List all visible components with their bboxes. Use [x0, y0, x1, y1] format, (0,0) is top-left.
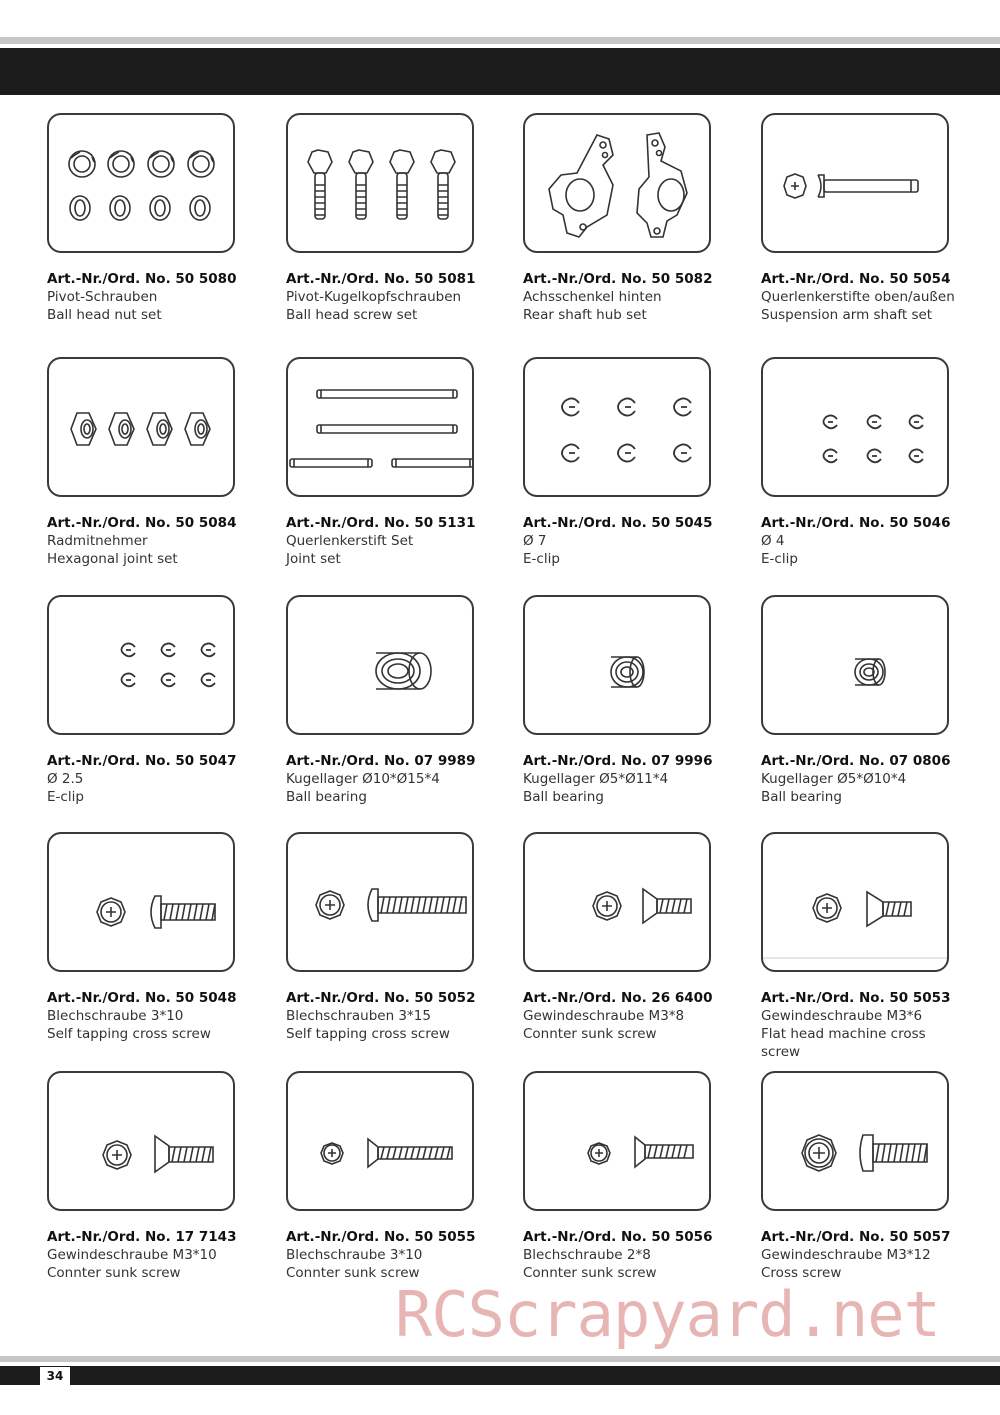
german-name: Ø 2.5	[47, 771, 84, 787]
english-name: E-clip	[47, 789, 84, 805]
english-name: Rear shaft hub set	[523, 307, 647, 323]
cross-screw-icon	[763, 1073, 949, 1211]
german-name: Gewindeschraube M3*8	[523, 1008, 685, 1024]
part-image-box	[523, 595, 711, 735]
countersunk-screw-icon	[525, 834, 711, 972]
english-name: Ball head screw set	[286, 307, 418, 323]
part-image-box	[761, 832, 949, 972]
english-name: E-clip	[761, 551, 798, 567]
english-name: Connter sunk screw	[47, 1265, 181, 1281]
article-number: Art.-Nr./Ord. No. 50 5048	[47, 990, 237, 1006]
part-image-box	[47, 1071, 235, 1211]
countersunk-screw-icon	[763, 834, 949, 972]
article-number: Art.-Nr./Ord. No. 07 0806	[761, 753, 951, 769]
english-name: Connter sunk screw	[523, 1026, 657, 1042]
top-rule	[0, 37, 1000, 44]
part-card	[286, 1071, 506, 1282]
german-name: Blechschraube 3*10	[47, 1008, 184, 1024]
article-number: Art.-Nr./Ord. No. 50 5046	[761, 515, 951, 531]
german-name: Blechschrauben 3*15	[286, 1008, 431, 1024]
part-card	[47, 595, 267, 806]
part-image-box	[47, 595, 235, 735]
e-clip-icon	[763, 359, 949, 497]
english-name: Self tapping cross screw	[47, 1026, 211, 1042]
english-name: Ball bearing	[286, 789, 367, 805]
german-name: Kugellager Ø5*Ø11*4	[523, 771, 669, 787]
german-name: Blechschraube 2*8	[523, 1247, 651, 1263]
countersunk-screw-icon	[49, 1073, 235, 1211]
e-clip-icon	[49, 597, 235, 735]
part-card	[523, 832, 743, 1043]
part-card	[286, 832, 506, 1043]
article-number: Art.-Nr./Ord. No. 07 9989	[286, 753, 476, 769]
german-name: Pivot-Kugelkopfschrauben	[286, 289, 462, 305]
ball-bearing-icon	[763, 597, 949, 735]
german-name: Ø 4	[761, 533, 785, 549]
english-name: Joint set	[286, 551, 341, 567]
article-number: Art.-Nr./Ord. No. 50 5081	[286, 271, 476, 287]
part-image-box	[286, 832, 474, 972]
english-name: Ball bearing	[523, 789, 604, 805]
article-number: Art.-Nr./Ord. No. 50 5082	[523, 271, 713, 287]
countersunk-screw-icon	[288, 1073, 474, 1211]
part-image-box	[761, 357, 949, 497]
e-clip-icon	[525, 359, 711, 497]
article-number: Art.-Nr./Ord. No. 50 5052	[286, 990, 476, 1006]
part-card	[47, 1071, 267, 1282]
article-number: Art.-Nr./Ord. No. 50 5054	[761, 271, 951, 287]
part-card	[523, 357, 743, 568]
part-image-box	[523, 357, 711, 497]
article-number: Art.-Nr./Ord. No. 50 5131	[286, 515, 476, 531]
german-name: Gewindeschraube M3*10	[47, 1247, 217, 1263]
part-image-box	[523, 113, 711, 253]
part-card	[523, 1071, 743, 1282]
english-name: Connter sunk screw	[523, 1265, 657, 1281]
german-name: Blechschraube 3*10	[286, 1247, 423, 1263]
german-name: Achsschenkel hinten	[523, 289, 662, 305]
german-name: Querlenkerstifte oben/außen	[761, 289, 955, 305]
part-image-box	[523, 832, 711, 972]
part-card	[761, 357, 981, 568]
part-image-box	[761, 113, 949, 253]
part-image-box	[761, 595, 949, 735]
english-name: Flat head machine cross screw	[761, 1026, 926, 1060]
article-number: Art.-Nr./Ord. No. 50 5045	[523, 515, 713, 531]
article-number: Art.-Nr./Ord. No. 50 5047	[47, 753, 237, 769]
article-number: Art.-Nr./Ord. No. 50 5056	[523, 1229, 713, 1245]
german-name: Radmitnehmer	[47, 533, 148, 549]
rear-hub-icon	[525, 115, 711, 253]
part-image-box	[47, 113, 235, 253]
article-number: Art.-Nr./Ord. No. 50 5084	[47, 515, 237, 531]
bottom-rule	[0, 1356, 1000, 1362]
watermark-text: RCScrapyard.net	[395, 1278, 940, 1351]
article-number: Art.-Nr./Ord. No. 07 9996	[523, 753, 713, 769]
english-name: Connter sunk screw	[286, 1265, 420, 1281]
part-image-box	[761, 1071, 949, 1211]
english-name: E-clip	[523, 551, 560, 567]
joint-pin-icon	[288, 359, 474, 497]
part-card	[761, 595, 981, 806]
part-card	[47, 357, 267, 568]
article-number: Art.-Nr./Ord. No. 50 5080	[47, 271, 237, 287]
part-card	[47, 113, 267, 324]
part-card	[761, 1071, 981, 1282]
german-name: Gewindeschraube M3*6	[761, 1008, 923, 1024]
header-bar	[0, 48, 1000, 95]
part-card	[47, 832, 267, 1043]
english-name: Hexagonal joint set	[47, 551, 178, 567]
german-name: Gewindeschraube M3*12	[761, 1247, 931, 1263]
article-number: Art.-Nr./Ord. No. 26 6400	[523, 990, 713, 1006]
article-number: Art.-Nr./Ord. No. 17 7143	[47, 1229, 237, 1245]
english-name: Suspension arm shaft set	[761, 307, 933, 323]
german-name: Ø 7	[523, 533, 547, 549]
part-card	[761, 832, 981, 1061]
german-name: Pivot-Schrauben	[47, 289, 158, 305]
self-tapping-screw-icon	[288, 834, 474, 972]
article-number: Art.-Nr./Ord. No. 50 5055	[286, 1229, 476, 1245]
countersunk-screw-icon	[525, 1073, 711, 1211]
part-image-box	[47, 357, 235, 497]
arm-shaft-icon	[763, 115, 949, 253]
part-card	[523, 595, 743, 806]
german-name: Querlenkerstift Set	[286, 533, 414, 549]
part-image-box	[286, 113, 474, 253]
ball-bearing-icon	[525, 597, 711, 735]
self-tapping-screw-icon	[49, 834, 235, 972]
ball-bearing-icon	[288, 597, 474, 735]
part-card	[286, 113, 506, 324]
part-card	[286, 595, 506, 806]
article-number: Art.-Nr./Ord. No. 50 5057	[761, 1229, 951, 1245]
page-number: 34	[40, 1367, 70, 1385]
english-name: Ball bearing	[761, 789, 842, 805]
part-image-box	[523, 1071, 711, 1211]
article-number: Art.-Nr./Ord. No. 50 5053	[761, 990, 951, 1006]
ball-head-screw-icon	[288, 115, 474, 253]
part-card	[523, 113, 743, 324]
part-image-box	[286, 357, 474, 497]
german-name: Kugellager Ø5*Ø10*4	[761, 771, 907, 787]
part-image-box	[286, 595, 474, 735]
footer-bar	[0, 1366, 1000, 1385]
german-name: Kugellager Ø10*Ø15*4	[286, 771, 440, 787]
ball-head-nut-icon	[49, 115, 235, 253]
part-card	[286, 357, 506, 568]
english-name: Ball head nut set	[47, 307, 162, 323]
hex-joint-icon	[49, 359, 235, 497]
part-card	[761, 113, 981, 324]
part-image-box	[47, 832, 235, 972]
part-image-box	[286, 1071, 474, 1211]
english-name: Self tapping cross screw	[286, 1026, 450, 1042]
english-name: Cross screw	[761, 1265, 842, 1281]
